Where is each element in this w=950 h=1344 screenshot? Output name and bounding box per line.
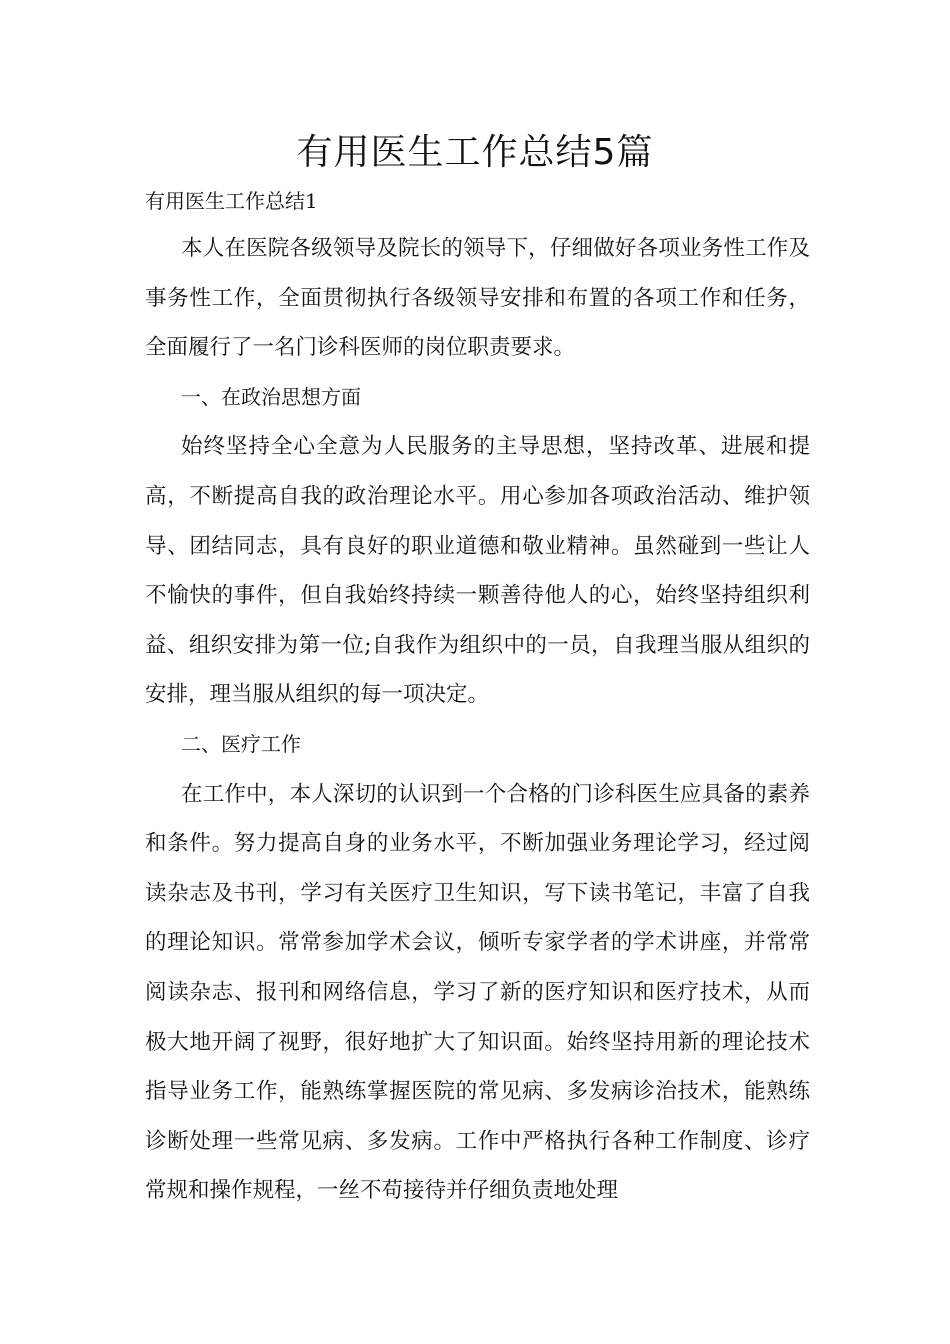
section-heading-politics: 一、在政治思想方面 bbox=[181, 384, 361, 409]
section-heading-medical: 二、医疗工作 bbox=[181, 731, 301, 756]
document-body bbox=[145, 188, 810, 1216]
paragraph-intro: 本人在医院各级领导及院长的领导下，仔细做好各项业务性工作及事务性工作，全面贯彻执行各级领导安排和布置的各项工作和任务，全面履行了一名门诊科医师的岗位职责要求。 bbox=[145, 236, 810, 361]
paragraph-medical: 在工作中，本人深切的认识到一个合格的门诊科医生应具备的素养和条件。努力提高自身的业务水平，不断加强业务理论学习，经过阅读杂志及书刊，学习有关医疗卫生知识，写下读书笔记，丰富了自我的理论知识。常常参加学术会议，倾听专家学者的学术讲座，并常常阅读杂志、报刊和网络信息，学习了新的医疗知识和医疗技术，从而极大地开阔了视野，很好地扩大了知识面。始终坚持用新的理论技术指导业务工作，能熟练掌握医院的常见病、多发病诊治技术，能熟练诊断处理一些常见病、多发病。工作中严格执行各种工作制度、诊疗常规和操作规程，一丝不苟接待并仔细负责地处理 bbox=[145, 781, 810, 1204]
document-title: 有用医生工作总结5篇 bbox=[296, 132, 654, 173]
section-subtitle: 有用医生工作总结1 bbox=[145, 189, 318, 213]
paragraph-politics: 始终坚持全心全意为人民服务的主导思想，坚持改革、进展和提高，不断提高自我的政治理论水平。用心参加各项政治活动、维护领导、团结同志，具有良好的职业道德和敬业精神。虽然碰到一些让人不愉快的事件，但自我始终持续一颗善待他人的心，始终坚持组织利益、组织安排为第一位;自我作为组织中的一员，自我理当服从组织的安排，理当服从组织的每一项决定。 bbox=[145, 434, 810, 708]
